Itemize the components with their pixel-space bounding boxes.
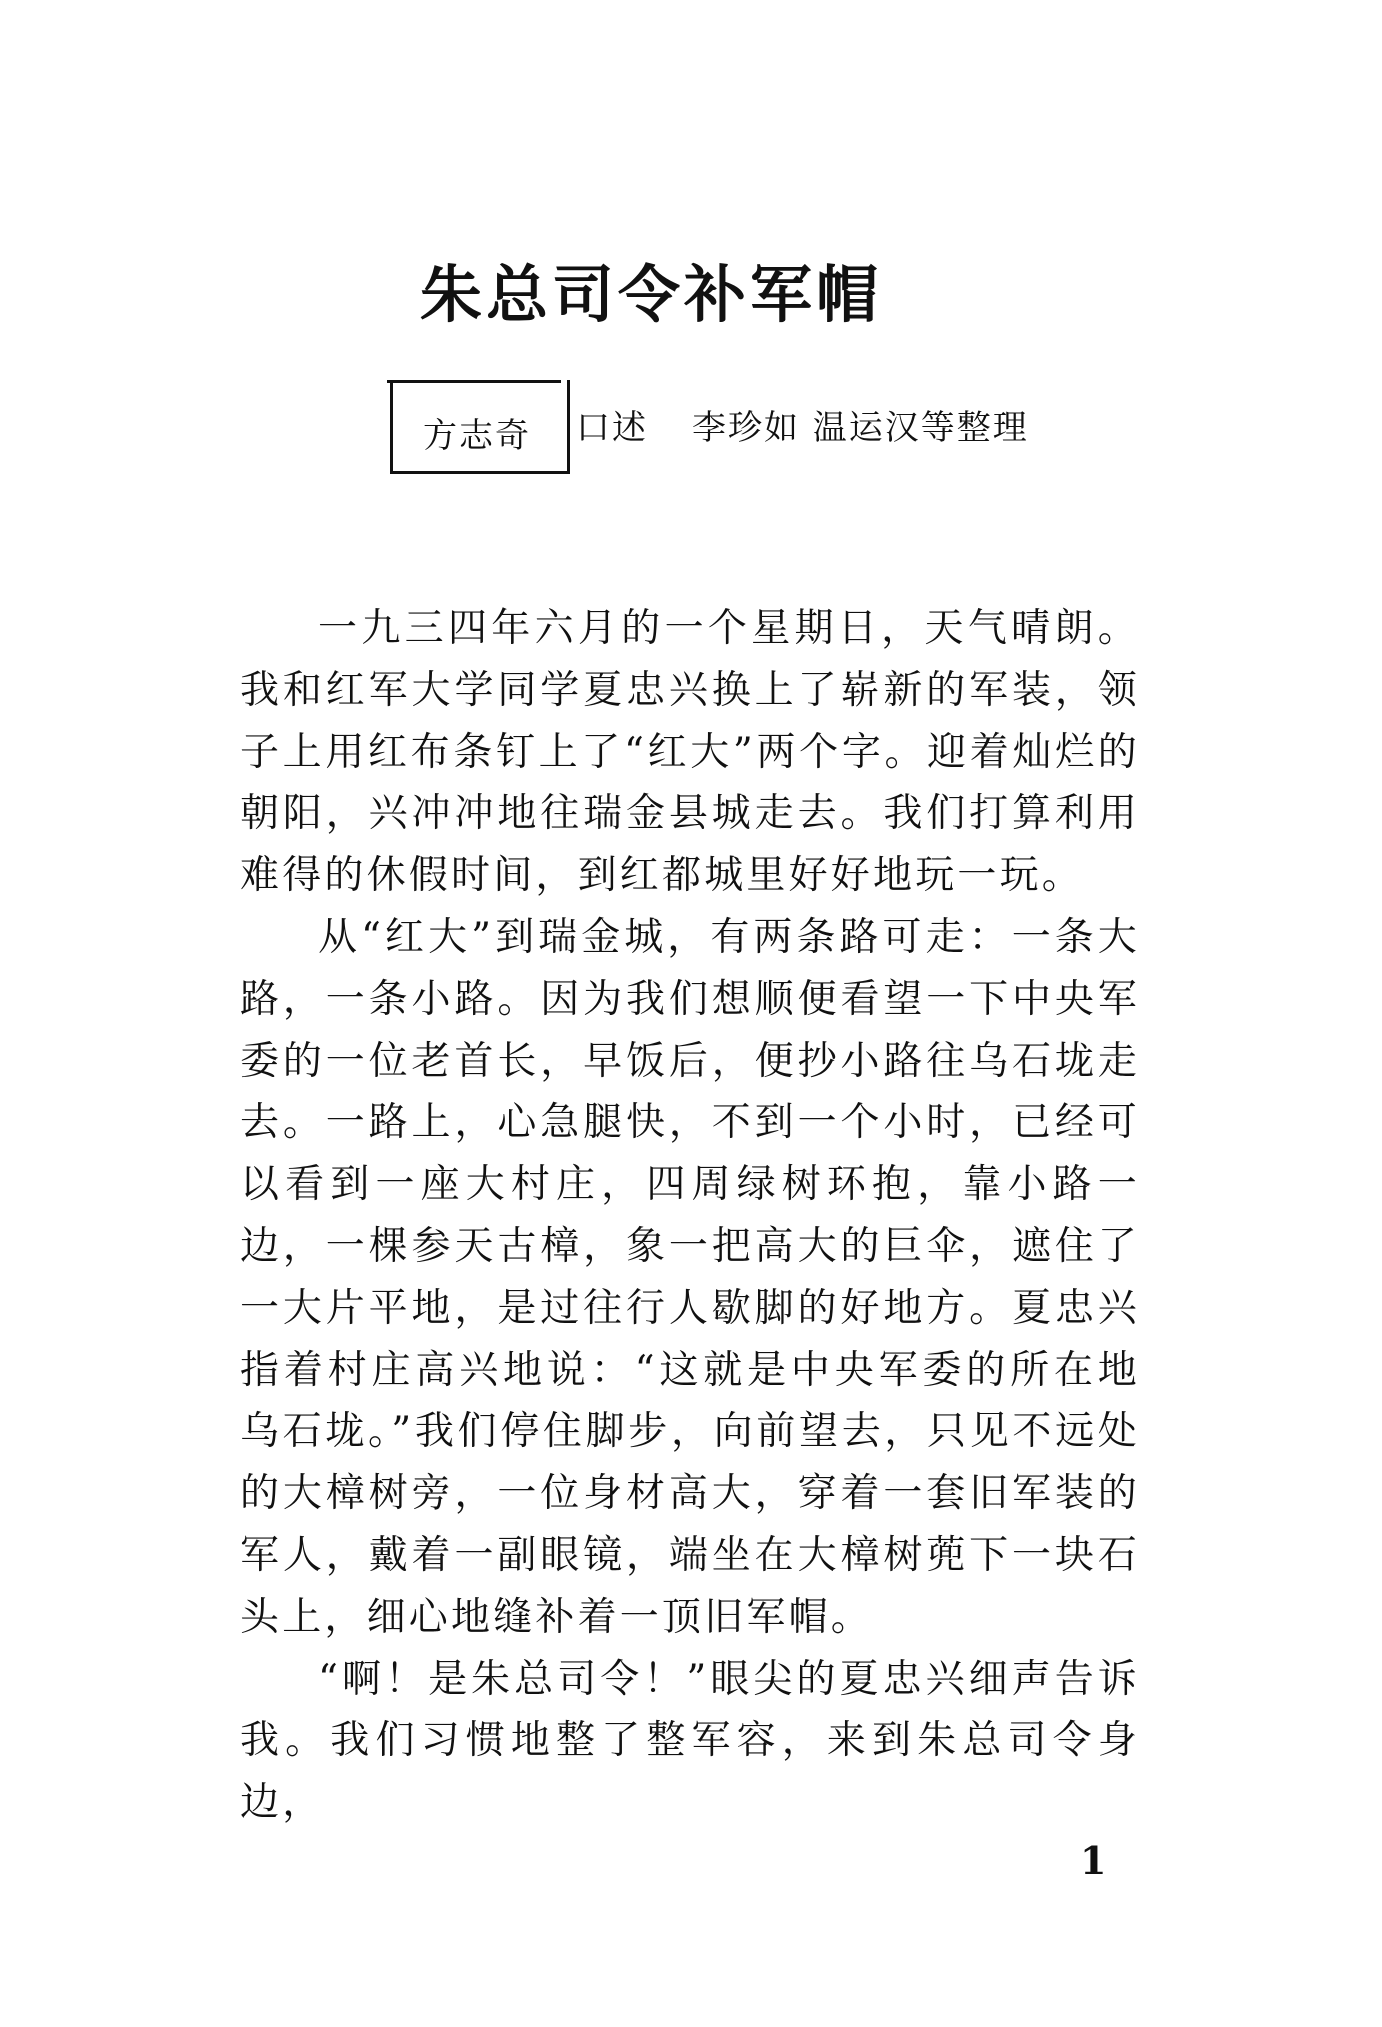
author-box	[390, 380, 570, 474]
paragraph: “啊！是朱总司令！”眼尖的夏忠兴细声告诉我。我们习惯地整了整军容，来到朱总司令身边，	[240, 1656, 1140, 1826]
editors-credit: 李珍如 温运汉等整理	[692, 408, 1029, 448]
byline	[390, 380, 1150, 500]
narrated-label: 口述	[576, 408, 648, 448]
page-number: 1	[1080, 1838, 1107, 1883]
paragraph: 从“红大”到瑞金城，有两条路可走：一条大路，一条小路。因为我们想顺便看望一下中央军委的一位老首长，早饭后，便抄小路往乌石垅走去。一路上，心急腿快，不到一个小时，已经可以看到一座大村庄，四周绿树环抱，靠小路一边，一棵参天古樟，象一把高大的巨伞，遮住了一大片平地，是过往行人歇脚的好地方。夏忠兴指着村庄高兴地说：“这就是中央军委的所在地乌石垅。”我们停住脚步，向前望去，只见不远处的大樟树旁，一位身材高大，穿着一套旧军装的军人，戴着一副眼镜，端坐在大樟树蔸下一块石头上，细心地缝补着一顶旧军帽。	[240, 914, 1140, 1640]
author-name: 方志奇	[423, 416, 531, 456]
paragraph: 一九三四年六月的一个星期日，天气晴朗。我和红军大学同学夏忠兴换上了崭新的军装，领子上用红布条钉上了“红大”两个字。迎着灿烂的朝阳，兴冲冲地往瑞金县城走去。我们打算利用难得的休假时间，到红都城里好好地玩一玩。	[240, 606, 1140, 899]
article-body	[240, 598, 1140, 1834]
article-title: 朱总司令补军帽	[420, 258, 883, 331]
byline-credits	[576, 400, 1073, 449]
